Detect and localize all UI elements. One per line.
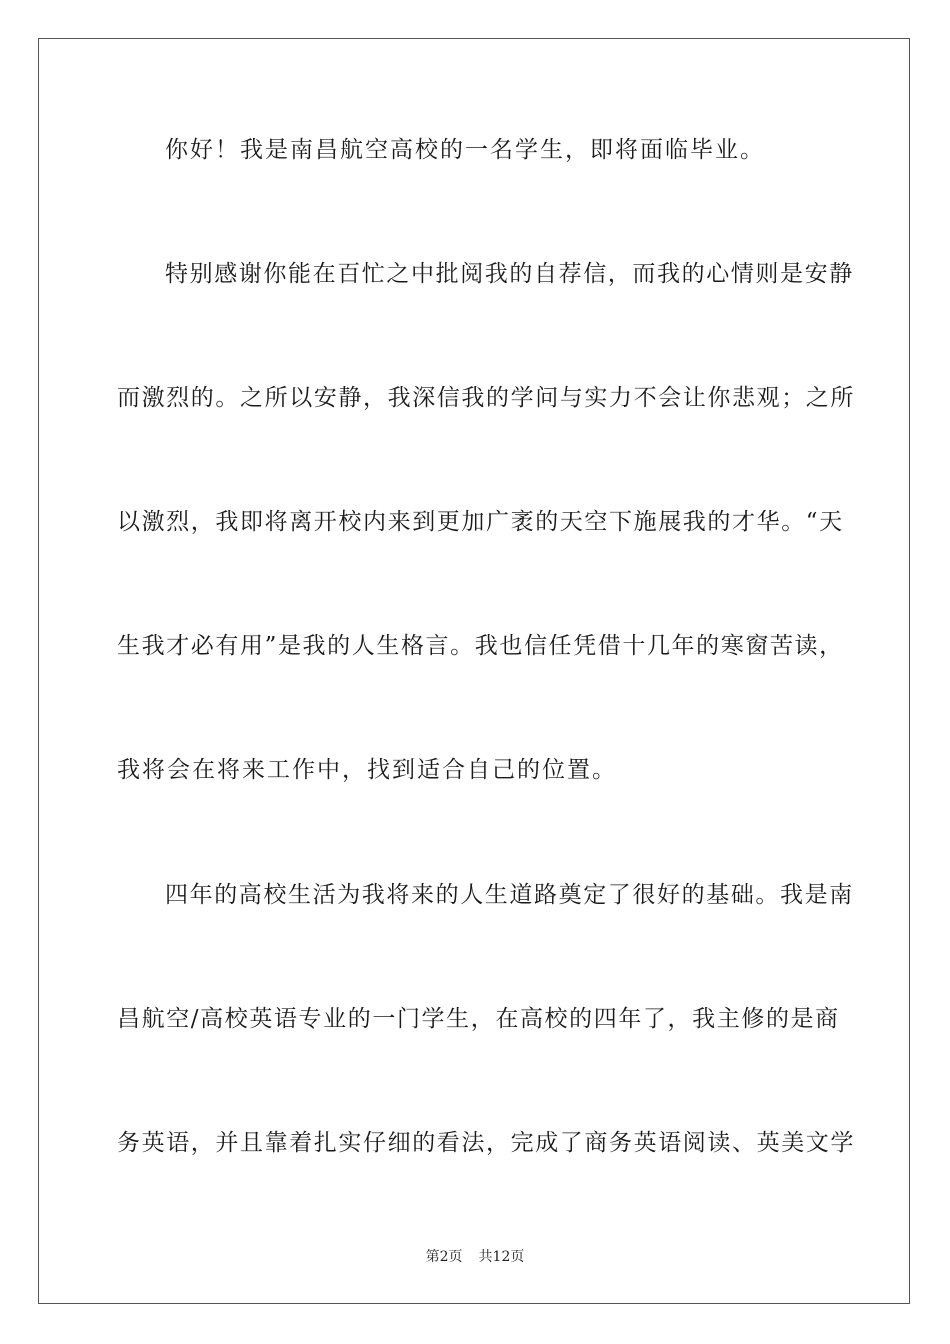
total-pages: 共12页 <box>478 1249 525 1265</box>
text-line-6: 我将会在将来工作中，找到适合自己的位置。 <box>117 757 617 783</box>
page-footer <box>0 1247 950 1267</box>
text-line-8: 昌航空/高校英语专业的一门学生，在高校的四年了，我主修的是商 <box>117 1006 840 1032</box>
page-number: 第2页 <box>425 1249 463 1265</box>
page-frame <box>38 38 910 1304</box>
text-line-2: 特别感谢你能在百忙之中批阅我的自荐信，而我的心情则是安静 <box>165 261 854 287</box>
text-line-1: 你好！我是南昌航空高校的一名学生，即将面临毕业。 <box>165 137 765 163</box>
text-line-5: 生我才必有用”是我的人生格言。我也信任凭借十几年的寒窗苦读， <box>117 633 844 659</box>
text-line-4: 以激烈，我即将离开校内来到更加广袤的天空下施展我的才华。“天 <box>117 509 844 535</box>
text-line-3: 而激烈的。之所以安静，我深信我的学问与实力不会让你悲观；之所 <box>117 385 855 411</box>
text-line-7: 四年的高校生活为我将来的人生道路奠定了很好的基础。我是南 <box>165 882 854 908</box>
text-line-9: 务英语，并且靠着扎实仔细的看法，完成了商务英语阅读、英美文学 <box>117 1130 855 1156</box>
